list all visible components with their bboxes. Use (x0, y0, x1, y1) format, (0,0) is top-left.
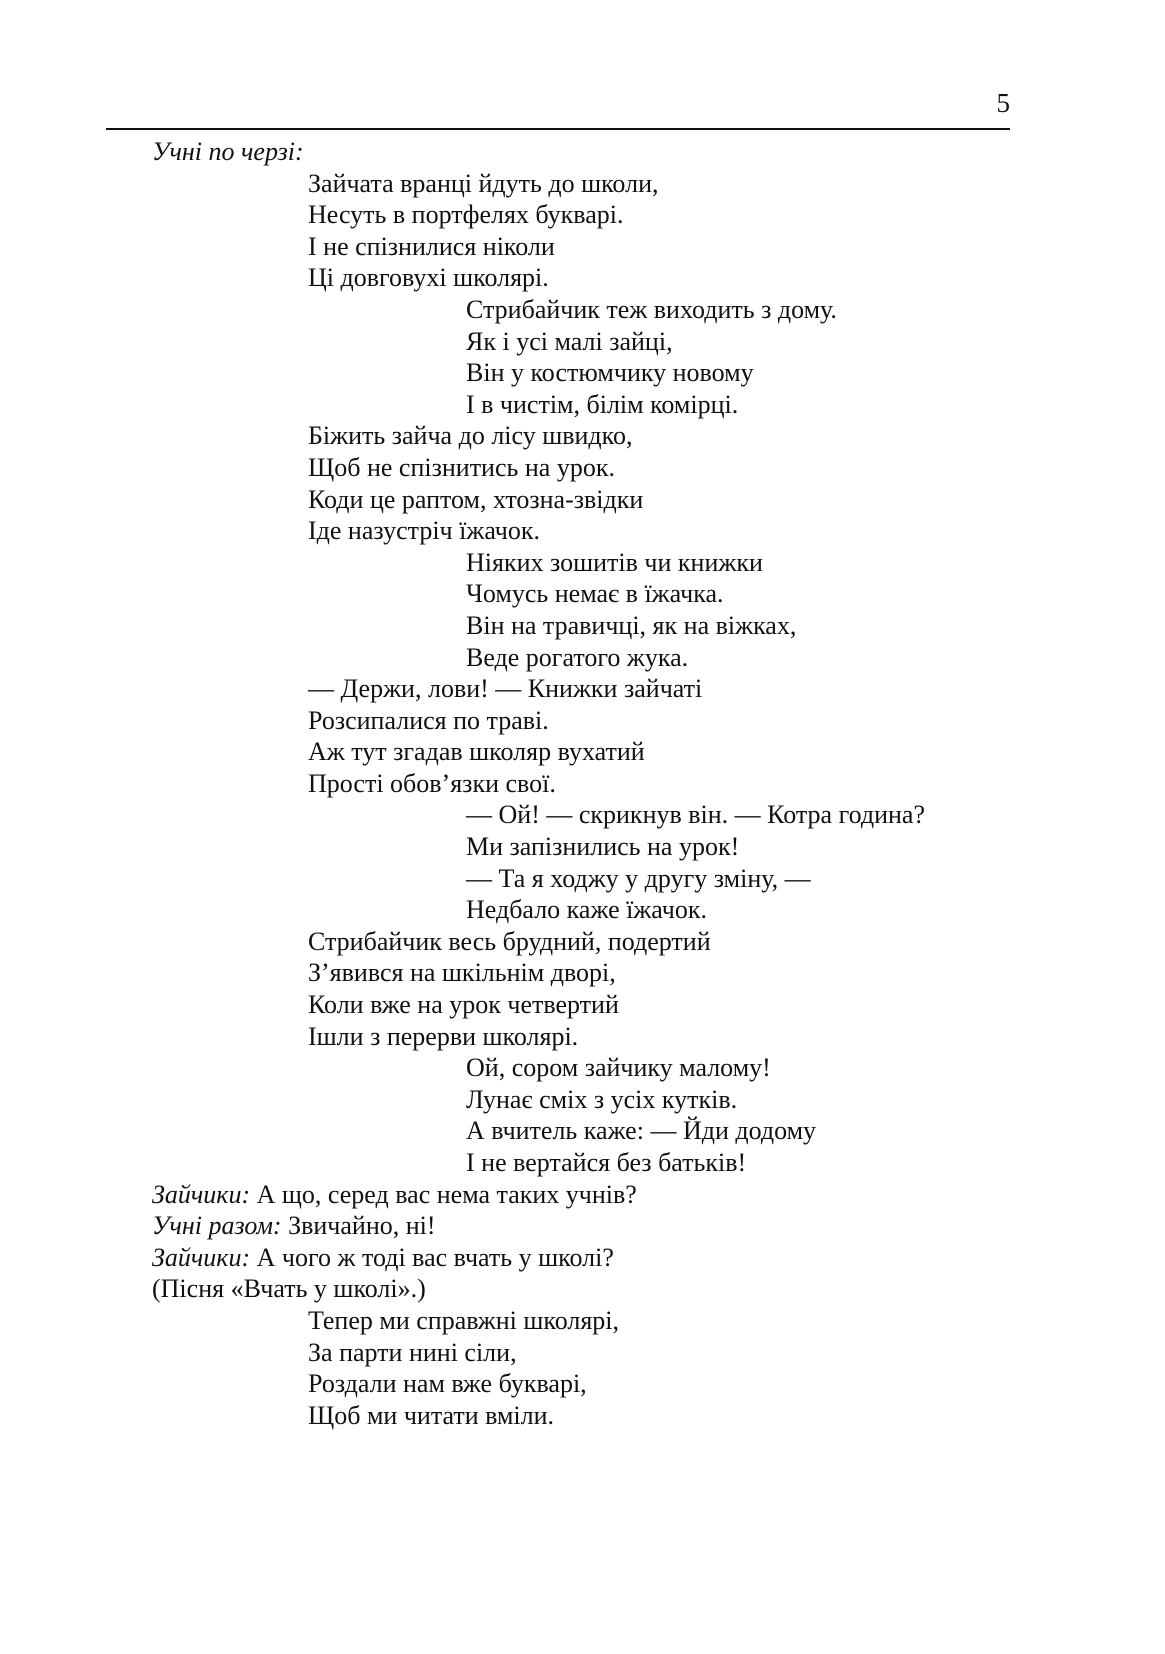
line-text: А що, серед вас нема таких учнів? (250, 1179, 637, 1209)
text-line (0, 926, 1165, 958)
line-text: Несуть в портфелях букварі. (308, 200, 624, 230)
text-line (0, 894, 1165, 926)
line-text: Ой, сором зайчику малому! (466, 1053, 771, 1083)
text-line (0, 262, 1165, 294)
text-line (0, 1337, 1165, 1369)
line-text: Звичайно, ні! (281, 1211, 436, 1241)
text-line (0, 989, 1165, 1021)
text-line (0, 1368, 1165, 1400)
line-text: — Та я ходжу у другу зміну, — (466, 863, 811, 893)
text-line (0, 326, 1165, 358)
header-rule (106, 128, 1010, 130)
text-line (0, 357, 1165, 389)
line-text: Розсипалися по траві. (308, 705, 549, 735)
text-line (0, 294, 1165, 326)
text-line (0, 1210, 1165, 1242)
line-text: Зайчата вранці йдуть до школи, (308, 168, 659, 198)
line-text: Ці довговухі школярі. (308, 263, 549, 293)
speaker-label: Учні по черзі: (152, 137, 304, 166)
text-line (0, 1273, 1165, 1305)
text-line (0, 673, 1165, 705)
speaker-label: Учні разом: (152, 1211, 282, 1241)
text-line (0, 736, 1165, 768)
text-line (0, 136, 1165, 168)
line-text: Ішли з перерви школярі. (308, 1021, 579, 1051)
text-line (0, 389, 1165, 421)
text-line (0, 957, 1165, 989)
text-line (0, 484, 1165, 516)
line-text: І в чистім, білім комірці. (466, 389, 739, 419)
text-line (0, 705, 1165, 737)
text-line (0, 452, 1165, 484)
text-line (0, 199, 1165, 231)
text-line (0, 1305, 1165, 1337)
line-text: Коли вже на урок четвертий (308, 990, 619, 1020)
line-text: Ніяких зошитів чи книжки (466, 547, 763, 577)
line-text: Як і усі малі зайці, (466, 326, 673, 356)
text-line (0, 1400, 1165, 1432)
line-text: А чого ж тоді вас вчать у школі? (250, 1242, 614, 1272)
line-text: Щоб ми читати вміли. (308, 1400, 555, 1430)
text-line (0, 1147, 1165, 1179)
line-text: Веде рогатого жука. (466, 642, 689, 672)
text-line (0, 1115, 1165, 1147)
line-text: І не спізнилися ніколи (308, 231, 555, 261)
line-text: Недбало каже їжачок. (466, 895, 708, 925)
text-line (0, 1242, 1165, 1274)
text-line (0, 578, 1165, 610)
text-line (0, 515, 1165, 547)
text-line (0, 420, 1165, 452)
line-text: Він у костюмчику новому (466, 358, 754, 388)
line-text: Ми запізнились на урок! (466, 832, 740, 862)
line-text: Чомусь немає в їжачка. (466, 579, 724, 609)
speaker-label: Зайчики: (152, 1242, 251, 1272)
line-text: Аж тут згадав школяр вухатий (308, 737, 645, 767)
line-text: За парти нині сіли, (308, 1337, 517, 1367)
line-text: Роздали нам вже букварі, (308, 1369, 587, 1399)
poem-body (0, 136, 1165, 1431)
line-text: Прості обов’язки свої. (308, 768, 556, 798)
line-text: — Ой! — скрикнув він. — Котра година? (466, 800, 925, 830)
line-text: З’явився на шкільнім дворі, (308, 958, 616, 988)
line-text: — Держи, лови! — Книжки зайчаті (308, 674, 703, 704)
text-line (0, 642, 1165, 674)
text-line (0, 1021, 1165, 1053)
text-line (0, 863, 1165, 895)
text-line (0, 799, 1165, 831)
line-text: І не вертайся без батьків! (466, 1148, 747, 1177)
line-text: Тепер ми справжні школярі, (308, 1305, 620, 1335)
text-line (0, 1052, 1165, 1084)
line-text: Стрибайчик весь брудний, подертий (308, 926, 711, 956)
text-line (0, 1179, 1165, 1211)
line-text: Стрибайчик теж виходить з дому. (466, 294, 837, 324)
text-line (0, 610, 1165, 642)
text-line (0, 231, 1165, 263)
line-text: (Пісня «Вчать у школі».) (152, 1274, 426, 1304)
text-line (0, 168, 1165, 200)
page-number: 5 (996, 88, 1010, 118)
text-line (0, 547, 1165, 579)
line-text: Біжить зайча до лісу швидко, (308, 421, 633, 451)
line-text: Іде назустріч їжачок. (308, 516, 541, 546)
text-line (0, 1084, 1165, 1116)
line-text: А вчитель каже: — Йди додому (466, 1116, 817, 1146)
line-text: Щоб не спізнитись на урок. (308, 452, 615, 482)
speaker-label: Зайчики: (152, 1179, 251, 1209)
line-text: Він на травичці, як на віжках, (466, 610, 797, 640)
line-text: Лунає сміх з усіх кутків. (466, 1084, 738, 1114)
text-line (0, 831, 1165, 863)
text-line (0, 768, 1165, 800)
line-text: Коди це раптом, хтозна-звідки (308, 484, 644, 514)
